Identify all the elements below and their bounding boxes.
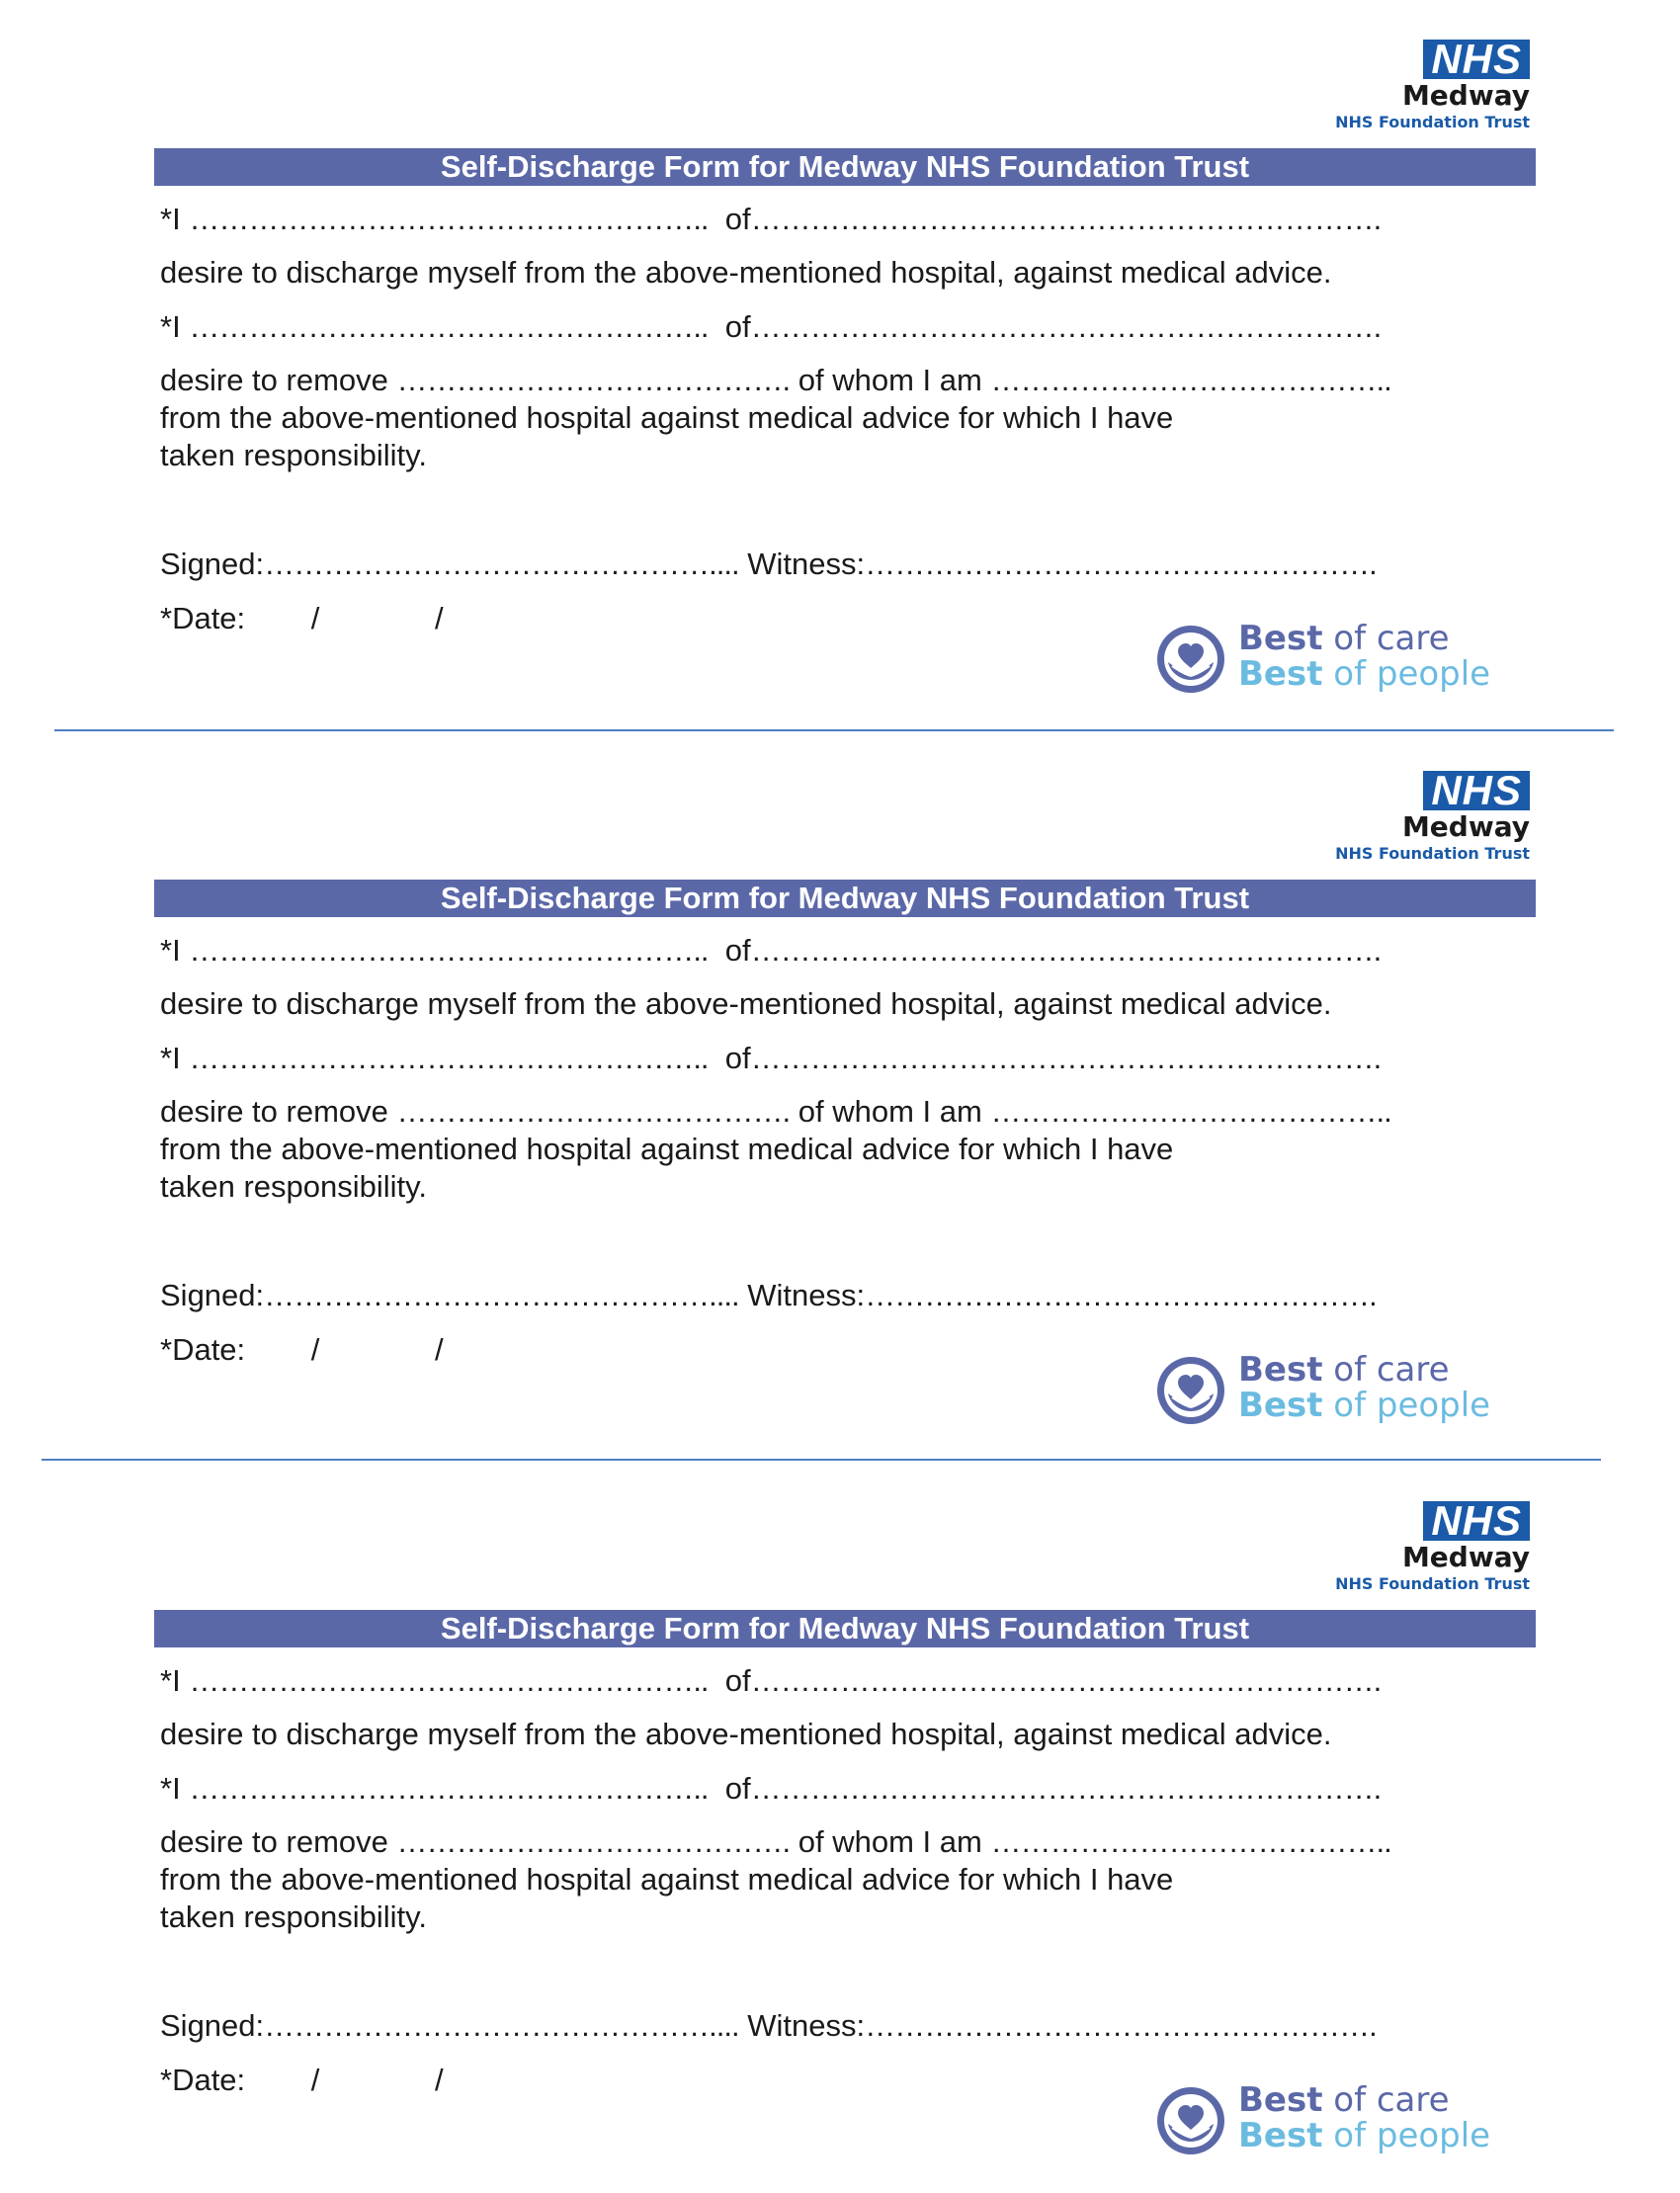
- patient-address-field[interactable]: ……………………………………………………….: [750, 202, 1382, 236]
- form-title: Self-Discharge Form for Medway NHS Foundation Trust: [154, 148, 1536, 186]
- nhs-medway-logo: [1322, 36, 1530, 132]
- guardian-name-line: [160, 1041, 1381, 1076]
- badge-of-people: of people: [1322, 654, 1491, 694]
- i-prefix: *I: [160, 933, 181, 968]
- relation-label: of whom I am: [798, 363, 982, 397]
- witness-label: Witness:: [747, 1278, 866, 1312]
- relation-field[interactable]: …………………………………..: [990, 363, 1391, 397]
- patient-address-field[interactable]: ……………………………………………………….: [750, 933, 1382, 968]
- badge-best-1: Best: [1238, 2080, 1323, 2120]
- guardian-name-field[interactable]: ……………………………………………..: [189, 1771, 709, 1806]
- patient-name-field[interactable]: ……………………………………………..: [189, 202, 709, 236]
- best-of-care-badge: [1154, 621, 1510, 700]
- guardian-name-field[interactable]: ……………………………………………..: [189, 309, 709, 344]
- guardian-name-field[interactable]: ……………………………………………..: [189, 1041, 709, 1075]
- signed-label: Signed:: [160, 547, 265, 581]
- patient-name-field[interactable]: ……………………………………………..: [189, 1663, 709, 1698]
- date-label: *Date:: [160, 1332, 246, 1367]
- nhs-logo-mark: NHS: [1423, 40, 1530, 79]
- witness-label: Witness:: [747, 2008, 866, 2043]
- date-separator[interactable]: /: [310, 601, 320, 635]
- remove-label: desire to remove: [160, 1824, 388, 1859]
- badge-of-people: of people: [1322, 1386, 1491, 1425]
- signature-field[interactable]: ………………………………………....: [264, 2008, 739, 2043]
- badge-of-people: of people: [1322, 2116, 1491, 2155]
- responsibility-line-2: taken responsibility.: [160, 1169, 427, 1204]
- date-separator[interactable]: /: [435, 1332, 444, 1367]
- remove-line: [160, 363, 1391, 398]
- discharge-statement: desire to discharge myself from the above-mentioned hospital, against medical advice.: [160, 986, 1332, 1021]
- witness-field[interactable]: …………………………………………….: [865, 2008, 1377, 2043]
- i-prefix: *I: [160, 1771, 181, 1806]
- date-label: *Date:: [160, 601, 246, 635]
- date-line: [160, 1332, 444, 1368]
- relation-field[interactable]: …………………………………..: [990, 1824, 1391, 1859]
- heart-hands-icon: [1154, 623, 1227, 696]
- guardian-name-line: [160, 1771, 1381, 1807]
- badge-of-care: of care: [1322, 1350, 1450, 1390]
- witness-field[interactable]: …………………………………………….: [865, 1278, 1377, 1312]
- remove-label: desire to remove: [160, 1094, 388, 1129]
- witness-field[interactable]: …………………………………………….: [865, 547, 1377, 581]
- responsibility-line-1: from the above-mentioned hospital against medical advice for which I have: [160, 400, 1174, 435]
- logo-trust-name: NHS Foundation Trust: [1335, 113, 1530, 131]
- signature-line: [160, 547, 1377, 582]
- best-of-care-badge: [1154, 1352, 1510, 1431]
- patient-name-line: [160, 933, 1381, 969]
- logo-trust-name: NHS Foundation Trust: [1335, 1574, 1530, 1593]
- i-prefix: *I: [160, 309, 181, 344]
- form-title: Self-Discharge Form for Medway NHS Foundation Trust: [154, 880, 1536, 917]
- witness-label: Witness:: [747, 547, 866, 581]
- of-label: of: [724, 202, 751, 236]
- self-discharge-form: [0, 1462, 1680, 2193]
- heart-hands-icon: [1154, 2084, 1227, 2157]
- responsibility-line-2: taken responsibility.: [160, 1899, 427, 1934]
- date-separator[interactable]: /: [435, 2063, 444, 2097]
- date-line: [160, 601, 444, 636]
- form-title: Self-Discharge Form for Medway NHS Foundation Trust: [154, 1610, 1536, 1647]
- badge-of-care: of care: [1322, 619, 1450, 658]
- date-line: [160, 2063, 444, 2098]
- signed-label: Signed:: [160, 1278, 265, 1312]
- responsibility-line-2: taken responsibility.: [160, 438, 427, 472]
- relation-label: of whom I am: [798, 1824, 982, 1859]
- form-divider-1: [54, 729, 1614, 731]
- logo-trust-name: NHS Foundation Trust: [1335, 844, 1530, 863]
- date-separator[interactable]: /: [310, 2063, 320, 2097]
- signature-line: [160, 2008, 1377, 2044]
- relation-field[interactable]: …………………………………..: [990, 1094, 1391, 1129]
- badge-best-2: Best: [1238, 2116, 1323, 2155]
- badge-best-1: Best: [1238, 1350, 1323, 1390]
- remove-label: desire to remove: [160, 363, 388, 397]
- date-label: *Date:: [160, 2063, 246, 2097]
- responsibility-line-1: from the above-mentioned hospital against medical advice for which I have: [160, 1862, 1174, 1897]
- patient-name-line: [160, 1663, 1381, 1699]
- dependent-name-field[interactable]: ………………………………….: [396, 1094, 791, 1129]
- date-separator[interactable]: /: [435, 601, 444, 635]
- remove-line: [160, 1824, 1391, 1860]
- dependent-name-field[interactable]: ………………………………….: [396, 363, 791, 397]
- badge-text: [1238, 621, 1490, 692]
- dependent-name-field[interactable]: ………………………………….: [396, 1824, 791, 1859]
- self-discharge-form: [0, 0, 1680, 731]
- of-label: of: [724, 309, 751, 344]
- remove-line: [160, 1094, 1391, 1130]
- badge-best-2: Best: [1238, 654, 1323, 694]
- patient-name-field[interactable]: ……………………………………………..: [189, 933, 709, 968]
- logo-org-name: Medway: [1401, 1541, 1530, 1573]
- badge-text: [1238, 2082, 1490, 2153]
- nhs-medway-logo: [1322, 767, 1530, 864]
- logo-org-name: Medway: [1401, 79, 1530, 112]
- badge-text: [1238, 1352, 1490, 1423]
- best-of-care-badge: [1154, 2082, 1510, 2161]
- discharge-statement: desire to discharge myself from the above-mentioned hospital, against medical advice.: [160, 1717, 1332, 1751]
- badge-best-2: Best: [1238, 1386, 1323, 1425]
- patient-address-field[interactable]: ……………………………………………………….: [750, 1663, 1382, 1698]
- date-separator[interactable]: /: [310, 1332, 320, 1367]
- i-prefix: *I: [160, 202, 181, 236]
- i-prefix: *I: [160, 1041, 181, 1075]
- discharge-statement: desire to discharge myself from the above-mentioned hospital, against medical advice.: [160, 255, 1332, 290]
- guardian-name-line: [160, 309, 1381, 345]
- signature-line: [160, 1278, 1377, 1313]
- signature-field[interactable]: ………………………………………....: [264, 547, 739, 581]
- guardian-address-field[interactable]: ……………………………………………………….: [750, 309, 1382, 344]
- signed-label: Signed:: [160, 2008, 265, 2043]
- self-discharge-form: [0, 731, 1680, 1463]
- badge-of-care: of care: [1322, 2080, 1450, 2120]
- responsibility-line-1: from the above-mentioned hospital against medical advice for which I have: [160, 1132, 1174, 1166]
- guardian-address-field[interactable]: ……………………………………………………….: [750, 1771, 1382, 1806]
- of-label: of: [724, 1771, 751, 1806]
- heart-hands-icon: [1154, 1354, 1227, 1427]
- logo-org-name: Medway: [1401, 810, 1530, 843]
- form-divider-2: [42, 1459, 1601, 1461]
- patient-name-line: [160, 202, 1381, 237]
- guardian-address-field[interactable]: ……………………………………………………….: [750, 1041, 1382, 1075]
- relation-label: of whom I am: [798, 1094, 982, 1129]
- of-label: of: [724, 1041, 751, 1075]
- nhs-logo-mark: NHS: [1423, 771, 1530, 810]
- badge-best-1: Best: [1238, 619, 1323, 658]
- of-label: of: [724, 933, 751, 968]
- nhs-logo-mark: NHS: [1423, 1501, 1530, 1541]
- nhs-medway-logo: [1322, 1497, 1530, 1594]
- of-label: of: [724, 1663, 751, 1698]
- signature-field[interactable]: ………………………………………....: [264, 1278, 739, 1312]
- i-prefix: *I: [160, 1663, 181, 1698]
